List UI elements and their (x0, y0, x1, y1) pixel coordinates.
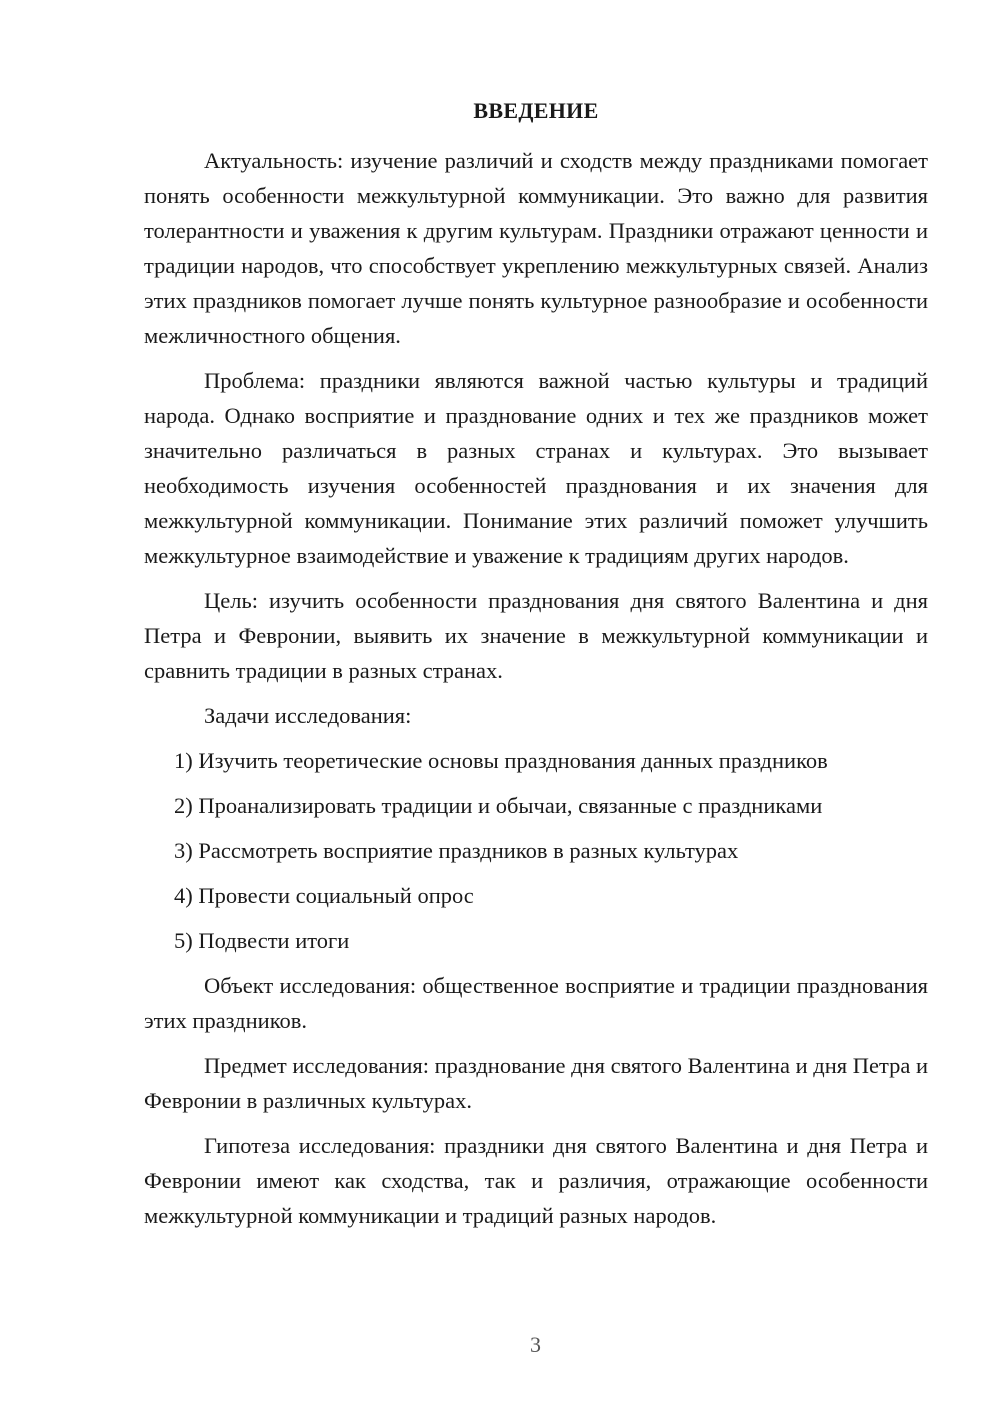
task-item-5: 5) Подвести итоги (174, 928, 350, 953)
task-item-3: 3) Рассмотреть восприятие праздников в разных культурах (174, 838, 739, 863)
task-item-4: 4) Провести социальный опрос (174, 883, 474, 908)
page-title: ВВЕДЕНИЕ (473, 98, 599, 123)
object-paragraph: Объект исследования: общественное восприятие и традиции празднования этих праздников. (144, 973, 928, 1033)
goal-paragraph: Цель: изучить особенности празднования дня святого Валентина и дня Петра и Февронии, выявить их значение в межкультурной коммуникации и сравнить традиции в разных странах. (144, 588, 928, 683)
tasks-heading: Задачи исследования: (204, 703, 412, 728)
problem-paragraph: Проблема: праздники являются важной частью культуры и традиций народа. Однако восприятие и празднование одних и тех же праздников может значительно различаться в разных странах и культурах. Это вызывает необходимость изучения особенностей празднования и их значения для межкультурной коммуникации. Понимание этих различий поможет улучшить межкультурное взаимодействие и уважение к традициям других народов. (144, 368, 928, 568)
hypothesis-paragraph: Гипотеза исследования: праздники дня святого Валентина и дня Петра и Февронии имеют как сходства, так и различия, отражающие особенности межкультурной коммуникации и традиций разных народов. (144, 1133, 928, 1228)
subject-paragraph: Предмет исследования: празднование дня святого Валентина и дня Петра и Февронии в различных культурах. (144, 1053, 928, 1113)
document-body (144, 143, 928, 1243)
relevance-paragraph: Актуальность: изучение различий и сходств между праздниками помогает понять особенности межкультурной коммуникации. Это важно для развития толерантности и уважения к другим культурам. Праздники отражают ценности и традиции народов, что способствует укреплению межкультурных связей. Анализ этих праздников помогает лучше понять культурное разнообразие и особенности межличностного общения. (144, 148, 928, 348)
page-number: 3 (530, 1332, 541, 1357)
task-item-2: 2) Проанализировать традиции и обычаи, связанные с праздниками (174, 793, 823, 818)
task-item-1: 1) Изучить теоретические основы празднования данных праздников (174, 748, 828, 773)
